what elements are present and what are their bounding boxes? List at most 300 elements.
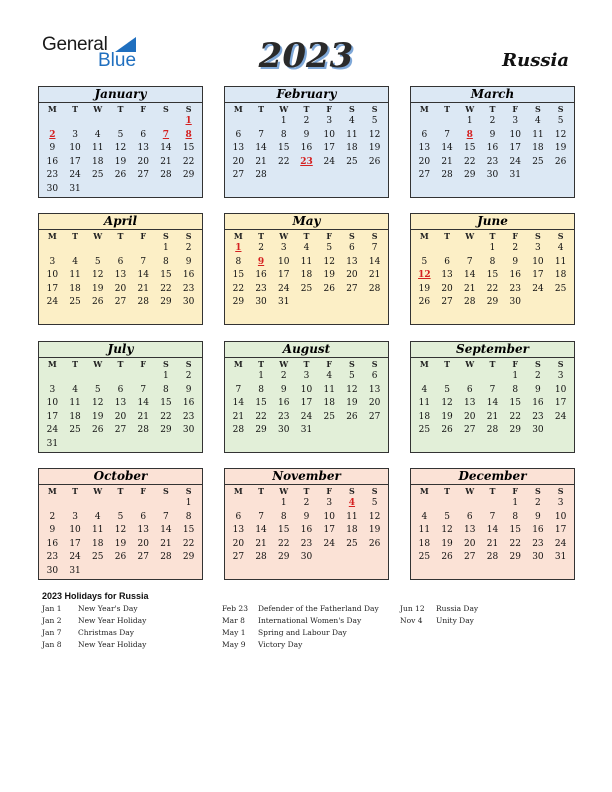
weekday-header: M — [233, 486, 243, 496]
weekday-header: T — [72, 486, 79, 496]
day-cell: 21 — [464, 283, 476, 294]
empty-day-cell — [436, 115, 459, 129]
day-cell: 28 — [137, 425, 149, 436]
day-cell: 15 — [255, 398, 267, 409]
weekday-header: F — [326, 104, 333, 114]
month-march — [410, 86, 575, 198]
day-cell: 15 — [182, 143, 195, 154]
day-cell: 9 — [303, 511, 310, 522]
day-cell: 4 — [94, 129, 101, 140]
day-cell: 10 — [46, 398, 59, 409]
day-cell: 2 — [489, 116, 496, 126]
day-cell: 18 — [323, 398, 335, 409]
holiday-entry — [42, 627, 134, 639]
month-day-grid — [411, 230, 574, 310]
day-cell: 21 — [255, 156, 267, 167]
empty-day-cell — [109, 242, 132, 256]
month-february — [224, 86, 389, 198]
day-cell: 25 — [69, 425, 81, 436]
day-cell: 26 — [368, 538, 381, 549]
holiday-entry — [222, 603, 379, 615]
month-name: August — [225, 342, 388, 358]
holiday-date: Nov 4 — [400, 616, 423, 625]
weekday-header: M — [233, 359, 243, 369]
weekday-header: M — [47, 104, 57, 114]
day-cell: 1 — [280, 116, 287, 126]
weekday-header: S — [371, 359, 378, 369]
holiday-entry — [42, 639, 146, 651]
empty-day-cell — [41, 242, 64, 256]
day-cell: 11 — [418, 398, 431, 409]
month-name: May — [225, 214, 388, 230]
day-cell: 27 — [114, 297, 127, 308]
empty-day-cell — [64, 370, 87, 384]
day-cell: 23 — [46, 170, 59, 181]
day-cell: 13 — [464, 525, 476, 536]
day-cell: 17 — [554, 398, 567, 409]
day-cell: 11 — [69, 398, 81, 409]
day-cell: 10 — [69, 143, 81, 154]
day-cell: 20 — [232, 538, 245, 549]
weekday-header: S — [557, 486, 564, 496]
day-cell: 27 — [137, 170, 149, 181]
day-cell: 23 — [300, 538, 313, 549]
day-cell: 17 — [69, 156, 81, 167]
day-cell: 3 — [557, 371, 564, 381]
day-cell: 6 — [235, 511, 242, 522]
day-cell: 5 — [444, 384, 450, 395]
weekday-header: T — [303, 359, 310, 369]
day-cell: 19 — [346, 398, 358, 409]
page-title-year: 2023 — [258, 36, 354, 76]
day-cell: 30 — [255, 297, 267, 308]
day-cell: 25 — [418, 552, 431, 563]
day-cell: 1 — [512, 371, 519, 381]
weekday-header: T — [489, 486, 496, 496]
day-cell: 19 — [418, 283, 431, 294]
empty-day-cell — [250, 497, 273, 511]
day-cell: 5 — [444, 511, 450, 522]
empty-day-cell — [227, 115, 250, 129]
day-cell: 19 — [554, 143, 567, 154]
holiday-entry — [42, 615, 146, 627]
day-cell: 12 — [92, 398, 104, 409]
day-cell: 25 — [92, 552, 104, 563]
day-cell: 7 — [140, 256, 147, 267]
month-day-grid — [411, 485, 574, 565]
day-cell: 16 — [182, 398, 195, 409]
day-cell: 11 — [300, 256, 313, 267]
day-cell: 12 — [441, 525, 453, 536]
weekday-header: W — [93, 104, 103, 114]
empty-day-cell — [436, 242, 459, 256]
empty-day-cell — [132, 497, 155, 511]
day-cell: 13 — [137, 143, 149, 154]
day-cell: 3 — [72, 129, 78, 140]
weekday-header: W — [465, 359, 475, 369]
empty-day-cell — [86, 115, 109, 129]
day-cell: 10 — [323, 129, 335, 140]
day-cell: 12 — [114, 525, 127, 536]
day-cell: 6 — [235, 129, 242, 140]
day-cell: 6 — [349, 243, 355, 253]
holiday-name: New Year Holiday — [78, 640, 147, 649]
month-january — [38, 86, 203, 198]
weekday-header: F — [512, 231, 519, 241]
day-cell: 1 — [512, 498, 519, 508]
day-cell: 9 — [49, 525, 56, 536]
day-cell: 23 — [532, 538, 544, 549]
day-cell: 29 — [278, 552, 290, 563]
day-cell: 5 — [349, 371, 355, 381]
day-cell: 11 — [418, 525, 431, 536]
day-cell: 1 — [489, 243, 496, 253]
empty-day-cell — [458, 497, 481, 511]
day-cell: 15 — [509, 398, 521, 409]
day-cell: 22 — [486, 283, 499, 294]
day-cell: 16 — [278, 398, 290, 409]
day-cell: 30 — [278, 425, 290, 436]
day-cell: 28 — [441, 170, 453, 181]
day-cell: 29 — [486, 297, 499, 308]
day-cell: 27 — [232, 170, 245, 181]
day-cell: 28 — [368, 283, 381, 294]
day-cell: 21 — [232, 411, 245, 422]
empty-day-cell — [413, 370, 436, 384]
month-day-grid — [39, 485, 202, 579]
day-cell: 8 — [489, 256, 496, 267]
month-name: June — [411, 214, 574, 230]
day-cell: 16 — [532, 398, 544, 409]
day-cell: 24 — [300, 411, 313, 422]
day-cell: 9 — [512, 256, 519, 267]
holiday-name: Christmas Day — [78, 628, 134, 637]
day-cell: 15 — [509, 525, 521, 536]
empty-day-cell — [109, 115, 132, 129]
day-cell: 19 — [114, 156, 127, 167]
day-cell: 7 — [163, 511, 169, 522]
day-cell: 8 — [280, 511, 287, 522]
day-cell: 28 — [486, 425, 499, 436]
day-cell: 19 — [441, 538, 453, 549]
day-cell: 19 — [92, 411, 104, 422]
day-cell: 28 — [137, 297, 149, 308]
month-name: January — [39, 87, 202, 103]
day-cell: 23 — [486, 156, 499, 167]
day-cell: 18 — [532, 143, 544, 154]
day-cell: 11 — [323, 384, 335, 395]
weekday-header: T — [489, 104, 496, 114]
day-cell: 25 — [418, 425, 431, 436]
day-cell: 25 — [554, 283, 567, 294]
weekday-header: S — [535, 231, 541, 241]
day-cell: 27 — [114, 425, 127, 436]
day-cell: 16 — [46, 156, 59, 167]
day-cell: 24 — [46, 425, 59, 436]
holiday-name: Russia Day — [436, 604, 479, 613]
brand-word-blue: Blue — [98, 50, 137, 71]
day-cell: 16 — [182, 270, 195, 281]
day-cell: 5 — [371, 116, 378, 126]
day-cell: 4 — [421, 511, 428, 522]
day-cell: 14 — [441, 143, 453, 154]
day-cell: 2 — [303, 498, 310, 508]
holiday-date: Mar 8 — [222, 616, 245, 625]
weekday-header: S — [163, 486, 169, 496]
weekday-header: T — [444, 104, 451, 114]
day-cell: 9 — [535, 384, 541, 395]
day-cell: 26 — [114, 170, 127, 181]
day-cell: 10 — [46, 270, 59, 281]
day-cell: 20 — [441, 283, 453, 294]
weekday-header: W — [465, 104, 475, 114]
weekday-header: T — [444, 231, 451, 241]
weekday-header: T — [72, 104, 79, 114]
holiday-entry — [222, 639, 302, 651]
weekday-header: S — [185, 486, 192, 496]
weekday-header: S — [349, 231, 355, 241]
holiday-entry — [400, 603, 478, 615]
day-cell: 29 — [464, 170, 476, 181]
day-cell: 22 — [464, 156, 476, 167]
empty-day-cell — [227, 370, 250, 384]
day-cell: 17 — [323, 525, 335, 536]
empty-day-cell — [436, 497, 459, 511]
day-cell: 20 — [346, 270, 358, 281]
day-cell: 4 — [557, 243, 564, 253]
empty-day-cell — [413, 242, 436, 256]
day-cell: 22 — [255, 411, 267, 422]
day-cell: 9 — [185, 384, 192, 395]
day-cell: 5 — [117, 511, 124, 522]
day-cell: 6 — [466, 384, 473, 395]
day-cell: 27 — [464, 425, 476, 436]
day-cell: 20 — [114, 411, 127, 422]
day-cell: 18 — [418, 538, 431, 549]
holiday-date: Jan 1 — [42, 604, 62, 613]
day-cell: 13 — [441, 270, 453, 281]
day-cell: 8 — [258, 384, 264, 395]
day-cell: 2 — [185, 243, 192, 253]
day-cell: 6 — [117, 384, 124, 395]
day-cell: 18 — [346, 525, 358, 536]
day-cell: 19 — [114, 538, 127, 549]
weekday-header: T — [303, 231, 310, 241]
day-cell: 7 — [140, 384, 147, 395]
day-cell: 3 — [557, 498, 564, 508]
day-cell: 15 — [278, 525, 290, 536]
holiday-day-cell: 1 — [185, 116, 192, 126]
holiday-day-cell: 4 — [348, 498, 356, 508]
day-cell: 13 — [137, 525, 149, 536]
day-cell: 20 — [137, 156, 149, 167]
empty-day-cell — [64, 242, 87, 256]
day-cell: 22 — [160, 283, 172, 294]
month-day-grid — [225, 103, 388, 183]
day-cell: 5 — [421, 256, 428, 267]
day-cell: 31 — [278, 297, 290, 308]
empty-day-cell — [41, 497, 64, 511]
day-cell: 25 — [346, 538, 358, 549]
day-cell: 25 — [532, 156, 544, 167]
weekday-header: T — [444, 486, 451, 496]
empty-day-cell — [41, 370, 64, 384]
day-cell: 12 — [441, 398, 453, 409]
day-cell: 5 — [371, 498, 378, 508]
holiday-entry — [222, 615, 361, 627]
weekday-header: W — [465, 486, 475, 496]
day-cell: 3 — [535, 243, 541, 253]
weekday-header: T — [489, 359, 496, 369]
day-cell: 26 — [441, 552, 453, 563]
day-cell: 14 — [464, 270, 476, 281]
day-cell: 24 — [69, 170, 81, 181]
day-cell: 17 — [46, 411, 59, 422]
weekday-header: F — [140, 231, 147, 241]
day-cell: 21 — [486, 538, 499, 549]
holiday-date: Jan 8 — [42, 640, 62, 649]
weekday-header: S — [163, 359, 169, 369]
day-cell: 11 — [69, 270, 81, 281]
day-cell: 12 — [323, 256, 335, 267]
day-cell: 30 — [300, 552, 313, 563]
weekday-header: T — [117, 359, 124, 369]
day-cell: 14 — [160, 525, 172, 536]
month-day-grid — [39, 103, 202, 197]
day-cell: 3 — [49, 384, 56, 395]
holiday-entry — [400, 615, 474, 627]
weekday-header: S — [163, 104, 169, 114]
day-cell: 24 — [323, 538, 335, 549]
day-cell: 18 — [92, 156, 104, 167]
day-cell: 5 — [94, 256, 101, 267]
day-cell: 11 — [532, 129, 544, 140]
day-cell: 29 — [182, 552, 195, 563]
weekday-header: W — [465, 231, 475, 241]
day-cell: 18 — [69, 283, 81, 294]
weekday-header: T — [258, 231, 265, 241]
month-may — [224, 213, 389, 325]
day-cell: 28 — [255, 552, 267, 563]
day-cell: 30 — [532, 552, 544, 563]
day-cell: 2 — [535, 371, 541, 381]
day-cell: 29 — [160, 297, 172, 308]
day-cell: 7 — [258, 129, 264, 140]
weekday-header: F — [140, 486, 147, 496]
day-cell: 12 — [114, 143, 127, 154]
day-cell: 29 — [509, 425, 521, 436]
day-cell: 5 — [557, 116, 564, 126]
day-cell: 7 — [371, 243, 378, 253]
day-cell: 14 — [160, 143, 172, 154]
day-cell: 26 — [92, 297, 104, 308]
holiday-day-cell: 9 — [257, 256, 265, 267]
day-cell: 12 — [92, 270, 104, 281]
month-name: November — [225, 469, 388, 485]
holiday-date: Feb 23 — [222, 604, 248, 613]
weekday-header: S — [535, 359, 541, 369]
weekday-header: S — [349, 104, 355, 114]
day-cell: 22 — [278, 156, 290, 167]
day-cell: 17 — [532, 270, 544, 281]
holiday-entry — [42, 603, 138, 615]
weekday-header: W — [279, 486, 289, 496]
empty-day-cell — [86, 497, 109, 511]
weekday-header: S — [185, 231, 192, 241]
day-cell: 3 — [303, 371, 310, 381]
weekday-header: S — [535, 486, 541, 496]
brand-word-general: General — [42, 34, 108, 55]
holiday-day-cell: 2 — [49, 129, 56, 140]
day-cell: 18 — [554, 270, 567, 281]
day-cell: 8 — [163, 384, 169, 395]
day-cell: 15 — [160, 270, 172, 281]
day-cell: 28 — [160, 170, 172, 181]
month-day-grid — [225, 230, 388, 310]
holiday-name: New Year Holiday — [78, 616, 147, 625]
day-cell: 3 — [326, 116, 333, 126]
month-day-grid — [411, 358, 574, 438]
weekday-header: W — [279, 231, 289, 241]
day-cell: 25 — [300, 283, 313, 294]
day-cell: 7 — [466, 256, 473, 267]
day-cell: 6 — [466, 511, 473, 522]
day-cell: 13 — [232, 143, 245, 154]
day-cell: 7 — [258, 511, 264, 522]
day-cell: 24 — [46, 297, 59, 308]
day-cell: 24 — [509, 156, 521, 167]
day-cell: 24 — [278, 283, 290, 294]
day-cell: 14 — [486, 398, 499, 409]
empty-day-cell — [86, 370, 109, 384]
holiday-name: Defender of the Fatherland Day — [258, 604, 379, 613]
day-cell: 20 — [464, 538, 476, 549]
day-cell: 4 — [72, 384, 78, 395]
weekday-header: M — [47, 486, 57, 496]
day-cell: 2 — [303, 116, 310, 126]
weekday-header: S — [557, 231, 564, 241]
day-cell: 6 — [371, 371, 378, 381]
weekday-header: T — [117, 104, 124, 114]
empty-day-cell — [155, 497, 178, 511]
weekday-header: S — [557, 359, 564, 369]
weekday-header: F — [140, 104, 147, 114]
weekday-header: W — [279, 104, 289, 114]
day-cell: 17 — [509, 143, 521, 154]
day-cell: 27 — [418, 170, 431, 181]
day-cell: 23 — [532, 411, 544, 422]
day-cell: 13 — [418, 143, 431, 154]
day-cell: 1 — [163, 371, 169, 381]
weekday-header: T — [489, 231, 496, 241]
day-cell: 18 — [300, 270, 313, 281]
day-cell: 20 — [418, 156, 431, 167]
empty-day-cell — [132, 370, 155, 384]
day-cell: 10 — [300, 384, 313, 395]
day-cell: 6 — [117, 256, 124, 267]
month-day-grid — [225, 485, 388, 565]
holiday-day-cell: 12 — [418, 270, 431, 281]
holiday-name: New Year's Day — [78, 604, 138, 613]
day-cell: 7 — [489, 384, 496, 395]
empty-day-cell — [86, 242, 109, 256]
day-cell: 1 — [258, 371, 264, 381]
month-day-grid — [411, 103, 574, 183]
day-cell: 22 — [509, 411, 521, 422]
holiday-day-cell: 8 — [466, 129, 473, 140]
day-cell: 15 — [182, 525, 195, 536]
holiday-day-cell: 23 — [300, 156, 313, 167]
